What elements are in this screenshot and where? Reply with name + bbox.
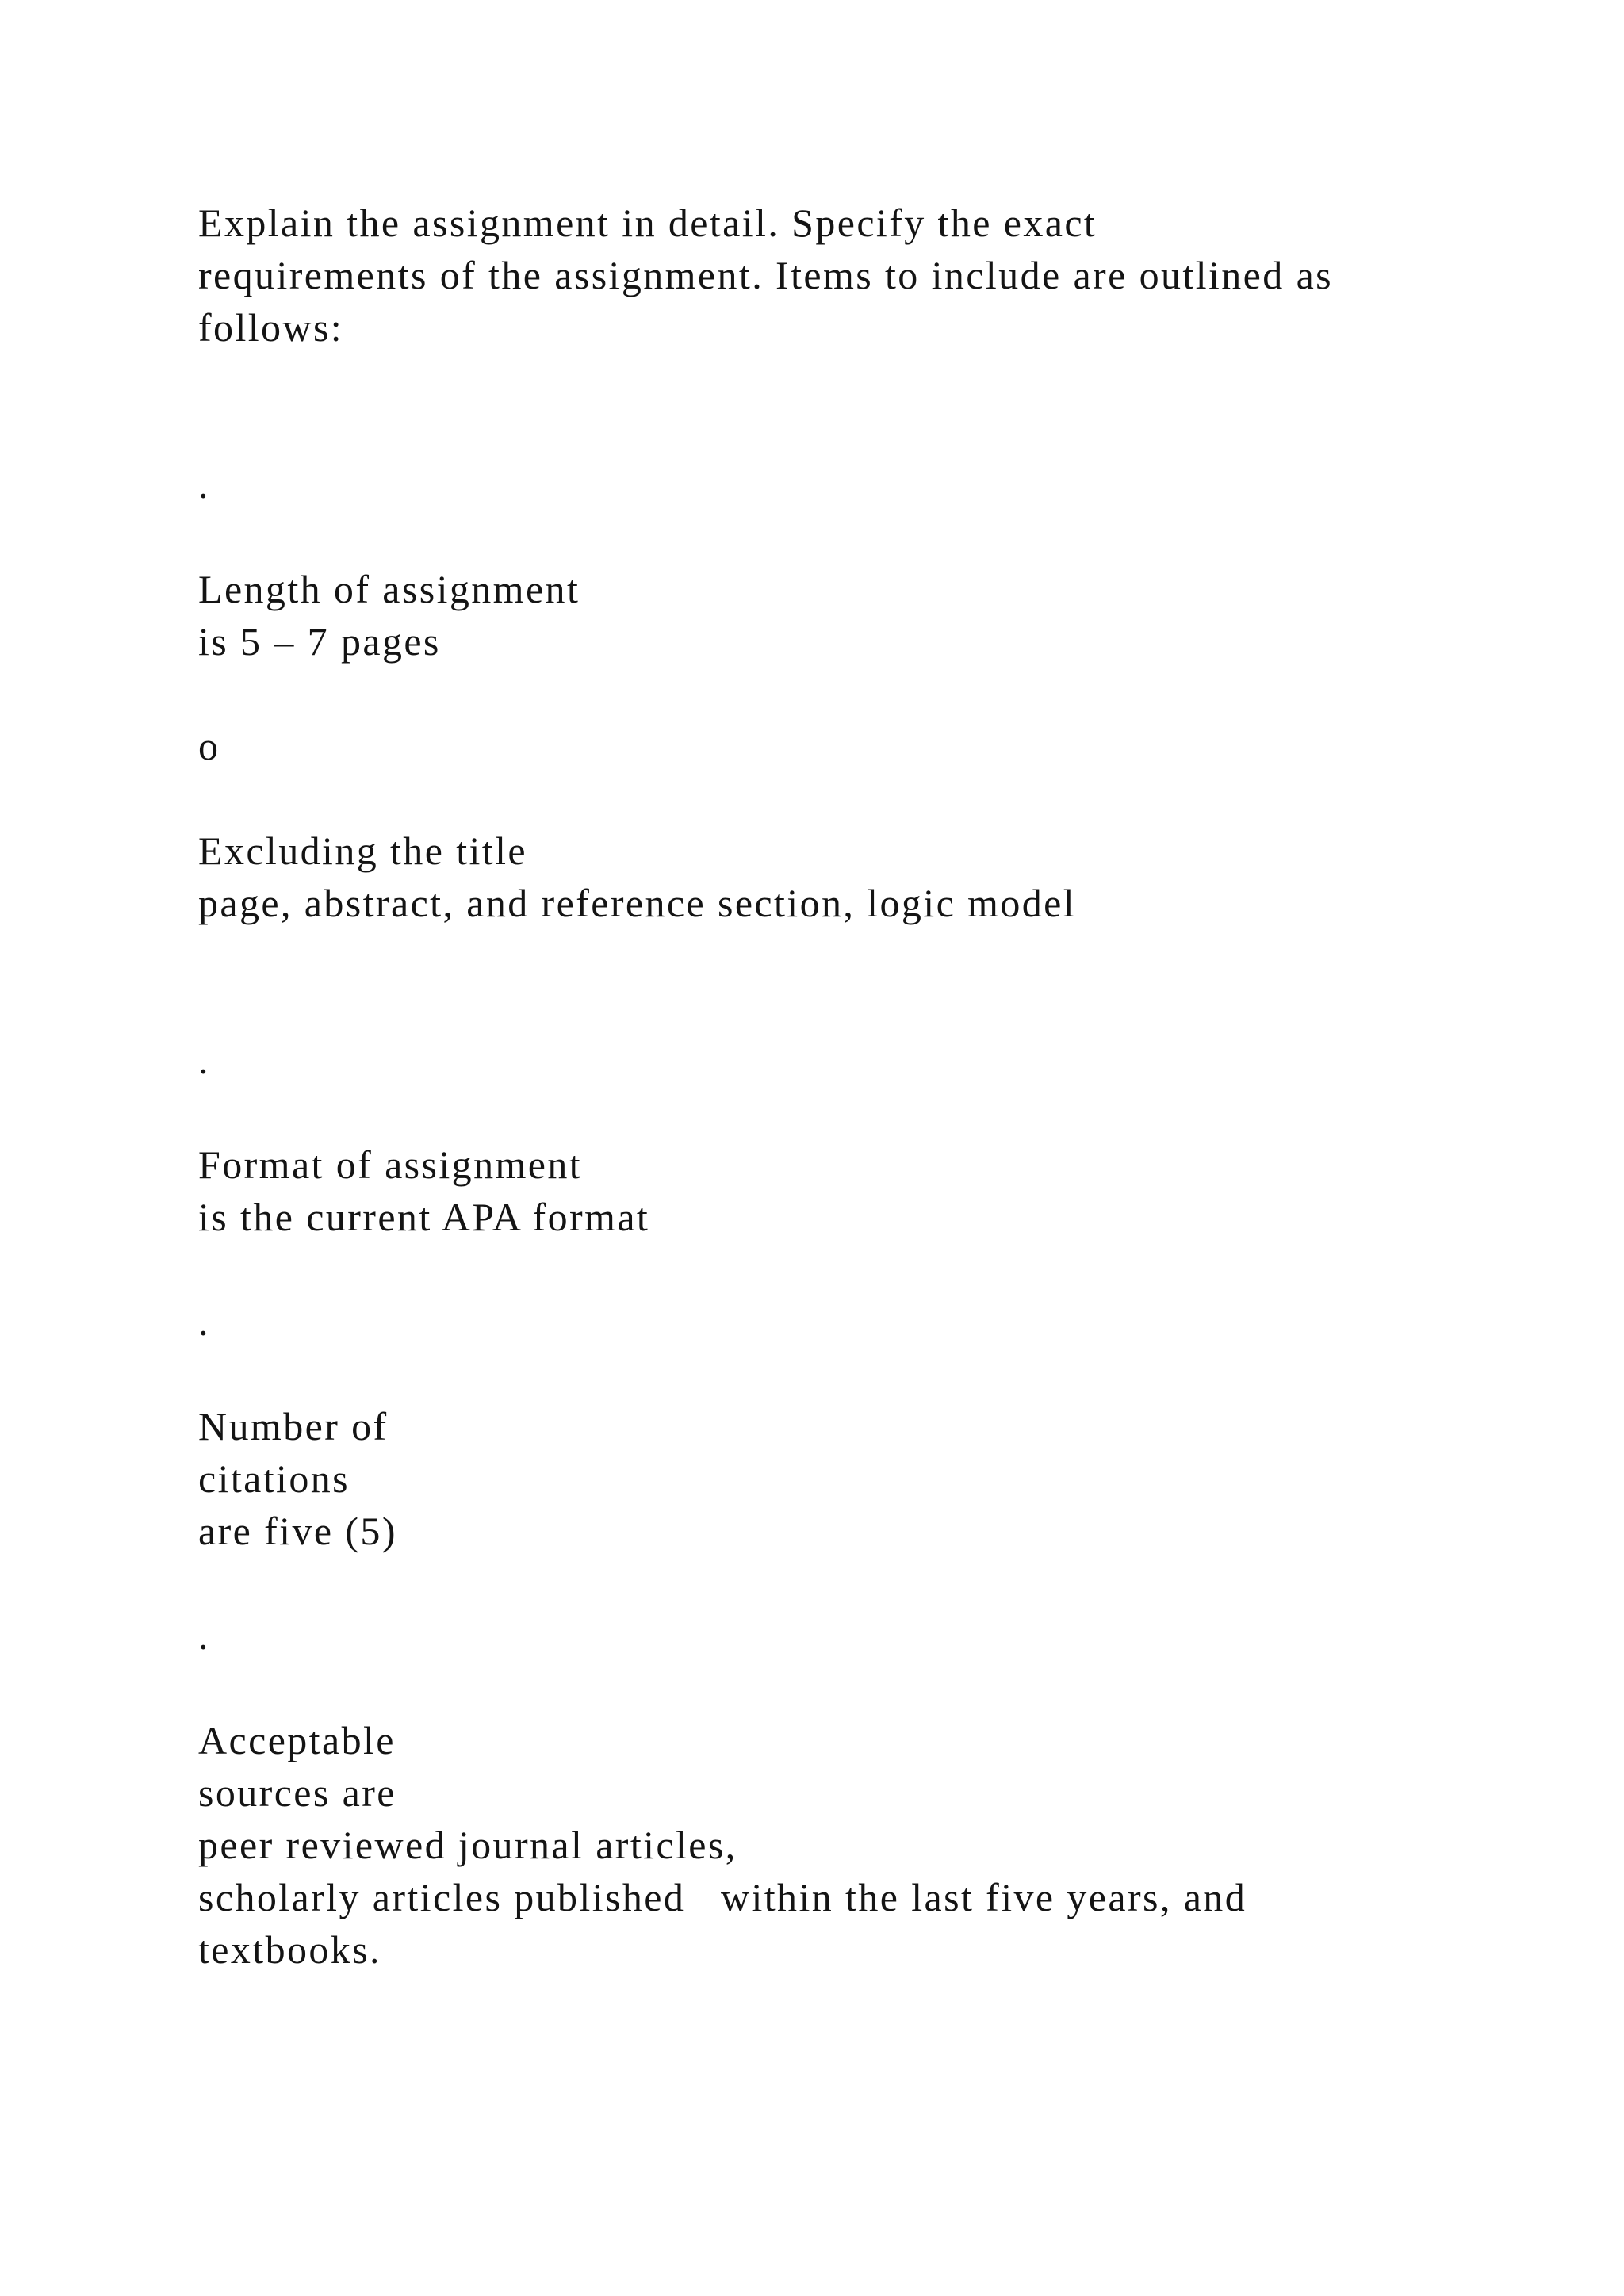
bullet-marker: . xyxy=(198,1613,210,1658)
item-excluding-line-2: page, abstract, and reference section, logic model xyxy=(198,881,1077,925)
bullet-marker: . xyxy=(198,1038,210,1082)
item-citations-line-2: citations xyxy=(198,1456,350,1501)
intro-line-2: requirements of the assignment. Items to include are outlined as xyxy=(198,253,1334,297)
sub-bullet-marker: o xyxy=(198,724,220,768)
item-sources-line-5: textbooks. xyxy=(198,1927,381,1972)
item-excluding-line-1: Excluding the title xyxy=(198,828,527,873)
item-sources-line-4: scholarly articles published within the last five years, and xyxy=(198,1875,1247,1919)
item-format-line-1: Format of assignment xyxy=(198,1142,583,1187)
intro-line-3: follows: xyxy=(198,305,344,350)
item-citations-line-3: are five (5) xyxy=(198,1509,397,1553)
item-length-line-1: Length of assignment xyxy=(198,567,580,611)
item-format-line-2: is the current APA format xyxy=(198,1195,650,1239)
item-sources-line-2: sources are xyxy=(198,1770,396,1815)
item-sources-line-3: peer reviewed journal articles, xyxy=(198,1823,737,1867)
bullet-marker: . xyxy=(198,1299,210,1344)
item-citations-line-1: Number of xyxy=(198,1404,389,1448)
intro-line-1: Explain the assignment in detail. Specify the exact xyxy=(198,201,1097,245)
bullet-marker: . xyxy=(198,462,210,507)
item-length-line-2: is 5 – 7 pages xyxy=(198,619,441,664)
item-sources-line-1: Acceptable xyxy=(198,1718,396,1762)
